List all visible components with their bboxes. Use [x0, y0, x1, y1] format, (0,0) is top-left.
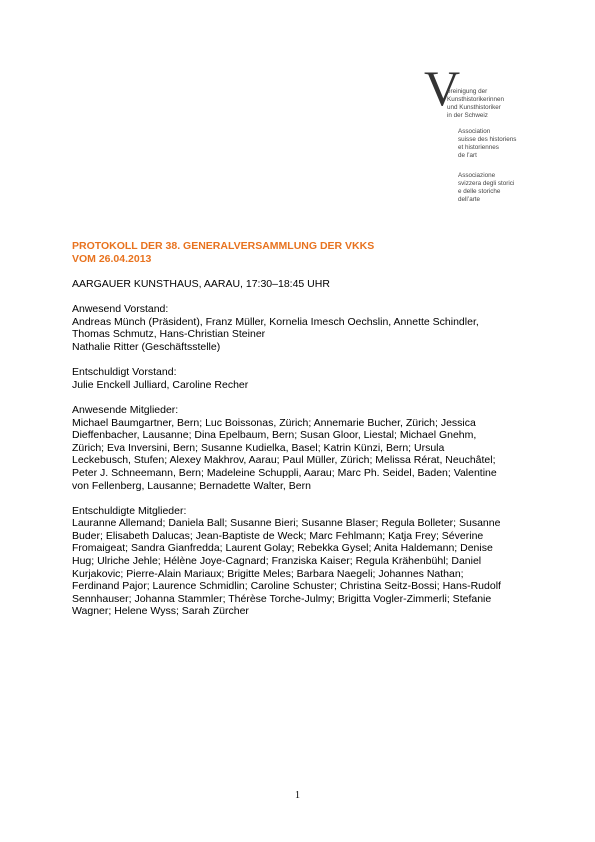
text-line: Thomas Schmutz, Hans-Christian Steiner — [72, 328, 266, 341]
text-line: Sennhauser; Johanna Stammler; Thérèse Torche-Julmy; Brigitta Vogler-Zimmerli; Stefanie — [72, 592, 492, 605]
text-line: Leckebusch, Stufen; Alexey Makhrov, Aarau; Paul Müller, Zürich; Melissa Rérat, Neuchâtel; — [72, 454, 496, 467]
text-line: Hug; Ulriche Jehle; Hélène Joye-Cagnard; Franziska Kaiser; Regula Krähenbühl; Daniel — [72, 555, 482, 568]
text-line: Zürich; Eva Inversini, Bern; Susanne Kudielka, Basel; Katrin Künzi, Bern; Ursula — [72, 441, 445, 454]
text-line: Dieffenbacher, Lausanne; Dina Epelbaum, Bern; Susan Gloor, Liestal; Michael Gnehm, — [72, 429, 477, 442]
logo-german — [447, 88, 504, 120]
logo-line: svizzera degli storici — [458, 180, 515, 187]
text-line: Nathalie Ritter (Geschäftsstelle) — [72, 340, 221, 353]
logo-french — [458, 128, 516, 160]
title-line-1: PROTOKOLL DER 38. GENERALVERSAMMLUNG DER VKKS — [72, 240, 375, 252]
section-heading: Anwesende Mitglieder: — [72, 403, 179, 416]
section-heading: Entschuldigte Mitglieder: — [72, 504, 187, 517]
page-number: 1 — [295, 790, 300, 801]
section-present-board — [72, 303, 532, 353]
text-line: Buder; Elisabeth Dalucas; Jean-Baptiste de Weck; Marc Fehlmann; Katja Frey; Séverine — [72, 529, 484, 542]
logo-line: und Kunsthistoriker — [447, 104, 501, 111]
logo-line: e delle storiche — [458, 188, 501, 195]
text-line: Andreas Münch (Präsident), Franz Müller, Kornelia Imesch Oechslin, Annette Schindler, — [72, 315, 479, 328]
document-body — [72, 278, 532, 618]
logo-line: Association — [458, 128, 491, 135]
logo-line: et historiennes — [458, 144, 499, 151]
logo-line: in der Schweiz — [447, 112, 488, 119]
document-title — [72, 240, 374, 266]
text-line: Wagner; Helene Wyss; Sarah Zürcher — [72, 605, 249, 618]
text-line: Kurjakovic; Pierre-Alain Mariaux; Brigitte Meles; Barbara Naegeli; Johannes Nathan; — [72, 567, 464, 580]
section-heading: Entschuldigt Vorstand: — [72, 366, 177, 379]
section-excused-members — [72, 505, 532, 618]
title-line-2: VOM 26.04.2013 — [72, 253, 152, 265]
section-heading: Anwesend Vorstand: — [72, 303, 169, 316]
text-line: Fromaigeat; Sandra Gianfredda; Laurent Golay; Rebekka Gysel; Anita Haldemann; Denise — [72, 542, 493, 555]
logo-line: de l’art — [458, 152, 477, 159]
logo-line: ereinigung der — [447, 88, 488, 95]
section-present-members — [72, 404, 532, 492]
logo-italian — [458, 172, 514, 204]
logo-line: Kunsthistorikerinnen — [447, 96, 505, 103]
text-line: Lauranne Allemand; Daniela Ball; Susanne Bieri; Susanne Blaser; Regula Bolleter; Susanne — [72, 517, 501, 530]
text-line: von Fellenberg, Lausanne; Bernadette Walter, Bern — [72, 479, 311, 492]
meeting-location: AARGAUER KUNSTHAUS, AARAU, 17:30–18:45 UHR — [72, 278, 330, 290]
logo-line: dell’arte — [458, 196, 481, 203]
text-line: Julie Enckell Julliard, Caroline Recher — [72, 378, 249, 391]
text-line: Ferdinand Pajor; Laurence Schmidlin; Caroline Schuster; Christina Seitz-Bossi; Hans-Rudolf — [72, 580, 501, 593]
text-line: Michael Baumgartner, Bern; Luc Boissonas, Zürich; Annemarie Bucher, Zürich; Jessica — [72, 416, 476, 429]
logo-line: Associazione — [458, 172, 496, 179]
text-line: Peter J. Schneemann, Bern; Madeleine Schuppli, Aarau; Marc Ph. Seidel, Baden; Valentine — [72, 466, 497, 479]
section-excused-board — [72, 366, 532, 391]
logo-letter: V — [424, 60, 459, 116]
logo-line: suisse des historiens — [458, 136, 517, 143]
